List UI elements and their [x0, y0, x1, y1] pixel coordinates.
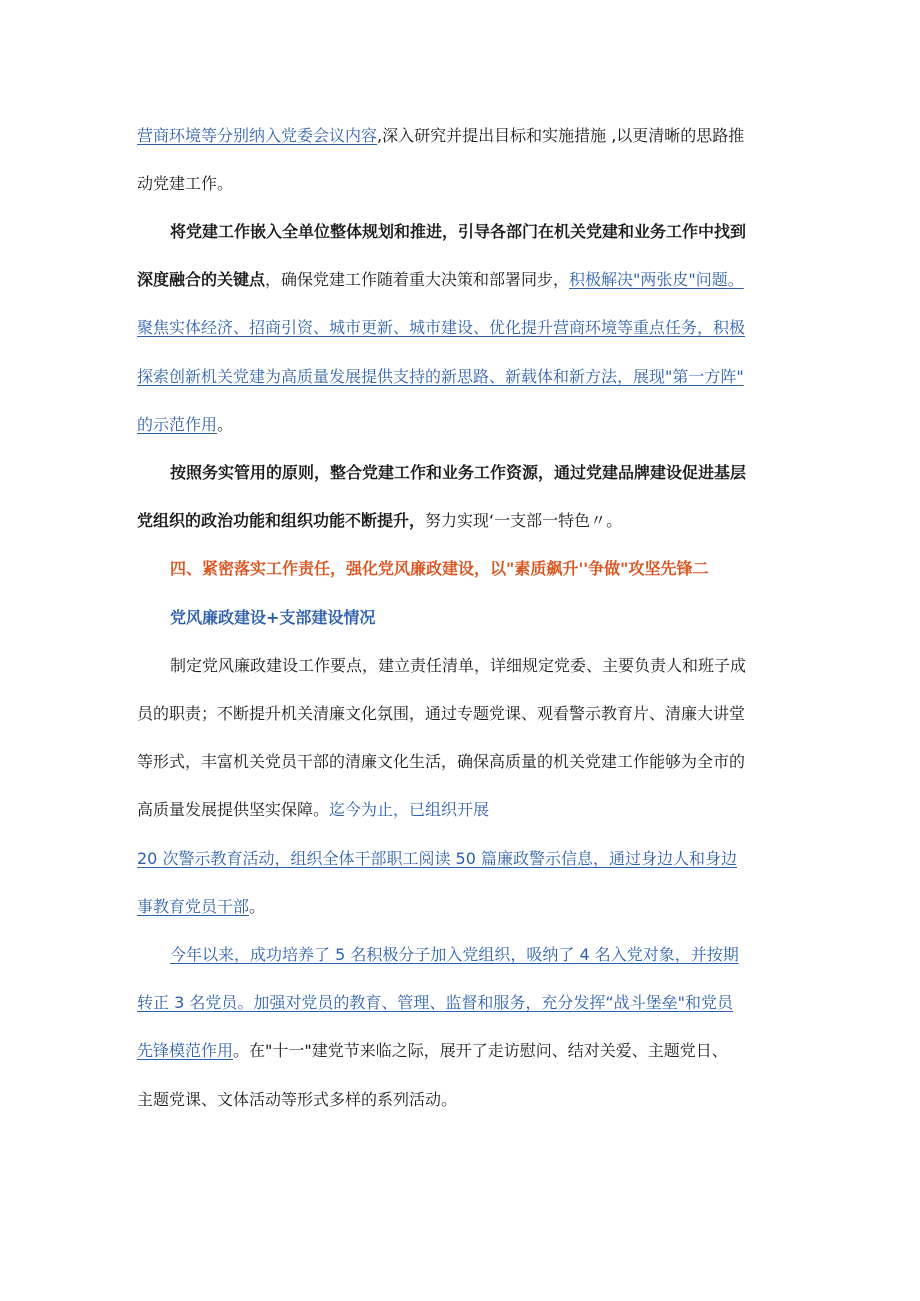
- link-text[interactable]: 迄今为止，已组织开展: [329, 800, 490, 819]
- text-line: [170, 220, 746, 244]
- text-span: 按照务实管用的原则，整合党建工作和业务工作资源，通过党建品牌建设促进基层: [170, 463, 747, 482]
- link-text[interactable]: 事教育党员干部: [137, 897, 250, 916]
- text-line: [137, 268, 744, 292]
- link-text[interactable]: 先锋模范作用: [137, 1041, 234, 1060]
- text-span: 等形式，丰富机关党员干部的清廉文化生活，确保高质量的机关党建工作能够为全市的: [137, 752, 746, 771]
- text-line: [137, 798, 489, 822]
- link-text[interactable]: 聚焦实体经济、招商引资、城市更新、城市建设、优化提升营商环境等重点任务，积极: [137, 318, 746, 337]
- text-line: [137, 895, 265, 919]
- text-span: 将党建工作嵌入全单位整体规划和推进，引导各部门在机关党建和业务工作中找到: [170, 222, 747, 241]
- text-span: 四、紧密落实工作责任，强化党风廉政建设，以"素质飙升''争做"攻坚先锋二: [170, 559, 709, 578]
- text-line: [137, 413, 233, 437]
- text-line: [170, 654, 746, 678]
- text-line: [137, 316, 745, 340]
- text-span: 高质量发展提供坚实保障。: [137, 800, 330, 819]
- text-line: [137, 991, 733, 1015]
- text-span: 员的职责；不断提升机关清廉文化氛围，通过专题党课、观看警示教育片、清廉大讲堂: [137, 704, 746, 723]
- link-text[interactable]: 转正 3 名党员。加强对党员的教育、管理、监督和服务，充分发挥“战斗堡垒"和党员: [137, 993, 734, 1012]
- link-text[interactable]: 20 次警示教育活动，组织全体干部职工阅读 50 篇廉政警示信息，通过身边人和身边: [137, 849, 737, 868]
- text-line: [170, 943, 739, 967]
- text-span: 。: [249, 897, 266, 916]
- link-text[interactable]: 积极解决"两张皮"问题。: [569, 270, 744, 289]
- text-line: [137, 702, 745, 726]
- text-span: ,深入研究并提出目标和实施措施 ,以更清晰的思路推: [377, 126, 745, 145]
- text-span: 。: [217, 415, 234, 434]
- text-line: [137, 847, 737, 871]
- text-line: [137, 1039, 728, 1063]
- text-span: 党风廉政建设+支部建设情况: [170, 608, 376, 627]
- link-text[interactable]: 今年以来，成功培养了 5 名积极分子加入党组织，吸纳了 4 名入党对象，并按期: [170, 945, 739, 964]
- section-heading: [170, 557, 708, 581]
- link-text[interactable]: 营商环境等分别纳入党委会议内容: [137, 126, 378, 145]
- text-line: [137, 509, 622, 533]
- text-span: 主题党课、文体活动等形式多样的系列活动。: [137, 1090, 458, 1109]
- text-line: [137, 172, 233, 196]
- text-line: [137, 1088, 457, 1112]
- text-span: 制定党风廉政建设工作要点，建立责任清单，详细规定党委、主要负责人和班子成: [170, 656, 747, 675]
- text-span: 党组织的政治功能和组织功能不断提升，: [137, 511, 426, 530]
- text-span: 。在"十一"建党节来临之际，展开了走访慰问、结对关爱、主题党日、: [233, 1041, 728, 1060]
- link-text[interactable]: 的示范作用: [137, 415, 218, 434]
- link-text[interactable]: 探索创新机关党建为高质量发展提供支持的新思路、新载体和新方法，展现"第一方阵": [137, 367, 744, 386]
- text-span: 动党建工作。: [137, 174, 234, 193]
- text-line: [137, 750, 745, 774]
- text-span: 深度融合的关键点: [137, 270, 266, 289]
- text-span: ，确保党建工作随着重大决策和部署同步，: [265, 270, 570, 289]
- text-line: [137, 124, 744, 148]
- text-line: [137, 365, 744, 389]
- sub-heading: [170, 606, 375, 630]
- text-span: 努力实现‘一支部一特色〃。: [425, 511, 623, 530]
- text-line: [170, 461, 746, 485]
